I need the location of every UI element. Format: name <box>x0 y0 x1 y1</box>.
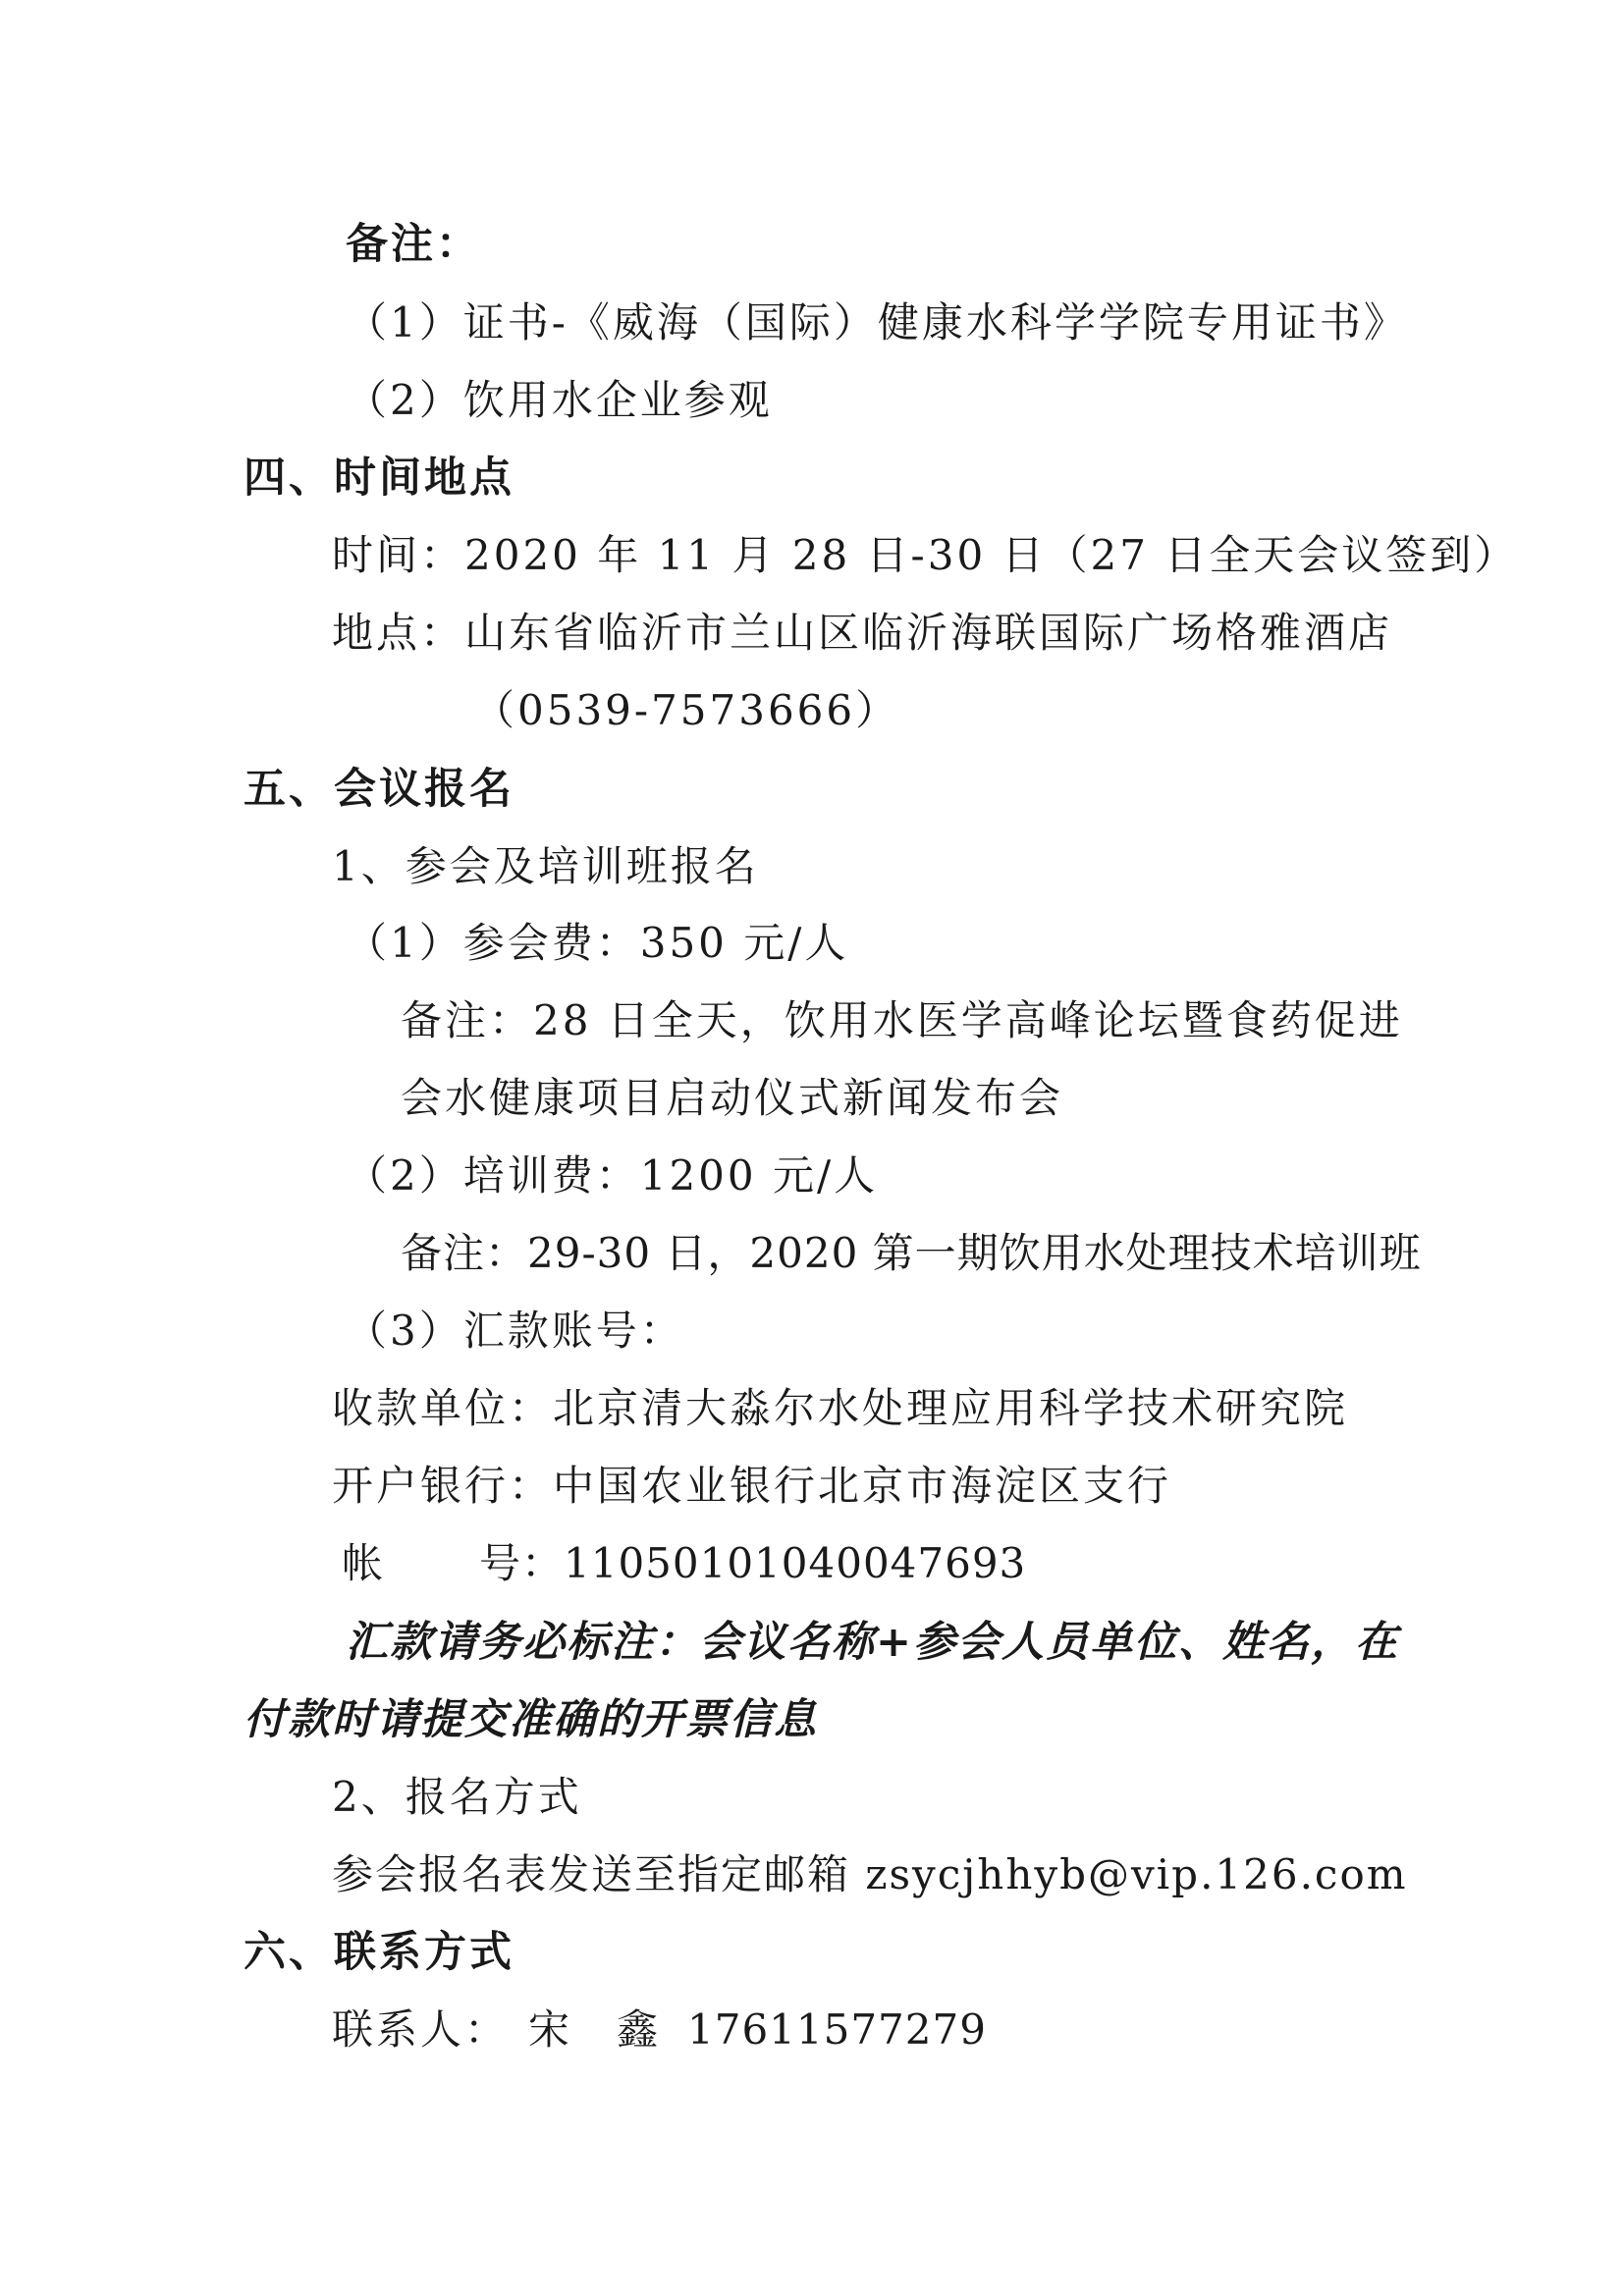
contact-name-part-2: 鑫 <box>617 2005 659 2054</box>
conference-fee-note-line-2: 会水健康项目启动仪式新闻发布会 <box>401 1074 1064 1122</box>
payment-notice-line-2: 付款时请提交准确的开票信息 <box>244 1695 818 1744</box>
section-6-heading: 六、联系方式 <box>244 1928 514 1977</box>
registration-method: 参会报名表发送至指定邮箱 zsycjhhyb@vip.126.com <box>332 1850 1408 1898</box>
training-fee-note: 备注：29-30 日，2020 第一期饮用水处理技术培训班 <box>401 1229 1422 1277</box>
account-title: （3）汇款账号： <box>346 1307 684 1355</box>
contact-name-part-1: 宋 <box>528 2005 570 2054</box>
contact-phone: 17611577279 <box>687 2005 987 2054</box>
remarks-item-2: （2）饮用水企业参观 <box>346 376 773 424</box>
account-number: 号：11050101040047693 <box>479 1539 1027 1587</box>
conference-fee: （1）参会费：350 元/人 <box>346 919 849 967</box>
method-subheading: 2、报名方式 <box>332 1773 582 1821</box>
section-5-heading: 五、会议报名 <box>244 765 514 814</box>
event-location: 地点：山东省临沂市兰山区临沂海联国际广场格雅酒店 <box>332 609 1393 657</box>
bank: 开户银行：中国农业银行北京市海淀区支行 <box>332 1462 1172 1510</box>
venue-phone: （0539-7573666） <box>473 686 900 734</box>
contact-label: 联系人： <box>332 2005 510 2054</box>
account-label: 帐 <box>342 1539 384 1587</box>
conference-fee-note-line-1: 备注：28 日全天，饮用水医学高峰论坛暨食药促进 <box>401 996 1403 1044</box>
payment-notice-line-1: 汇款请务必标注：会议名称+参会人员单位、姓名，在 <box>346 1618 1400 1667</box>
training-fee: （2）培训费：1200 元/人 <box>346 1151 879 1200</box>
remarks-item-1: （1）证书-《威海（国际）健康水科学学院专用证书》 <box>346 298 1408 347</box>
registration-subheading: 1、参会及培训班报名 <box>332 842 759 890</box>
remarks-title: 备注： <box>346 220 481 269</box>
payee: 收款单位：北京清大淼尔水处理应用科学技术研究院 <box>332 1384 1349 1432</box>
event-time: 时间：2020 年 11 月 28 日-30 日（27 日全天会议签到） <box>332 531 1519 579</box>
section-4-heading: 四、时间地点 <box>244 454 514 503</box>
